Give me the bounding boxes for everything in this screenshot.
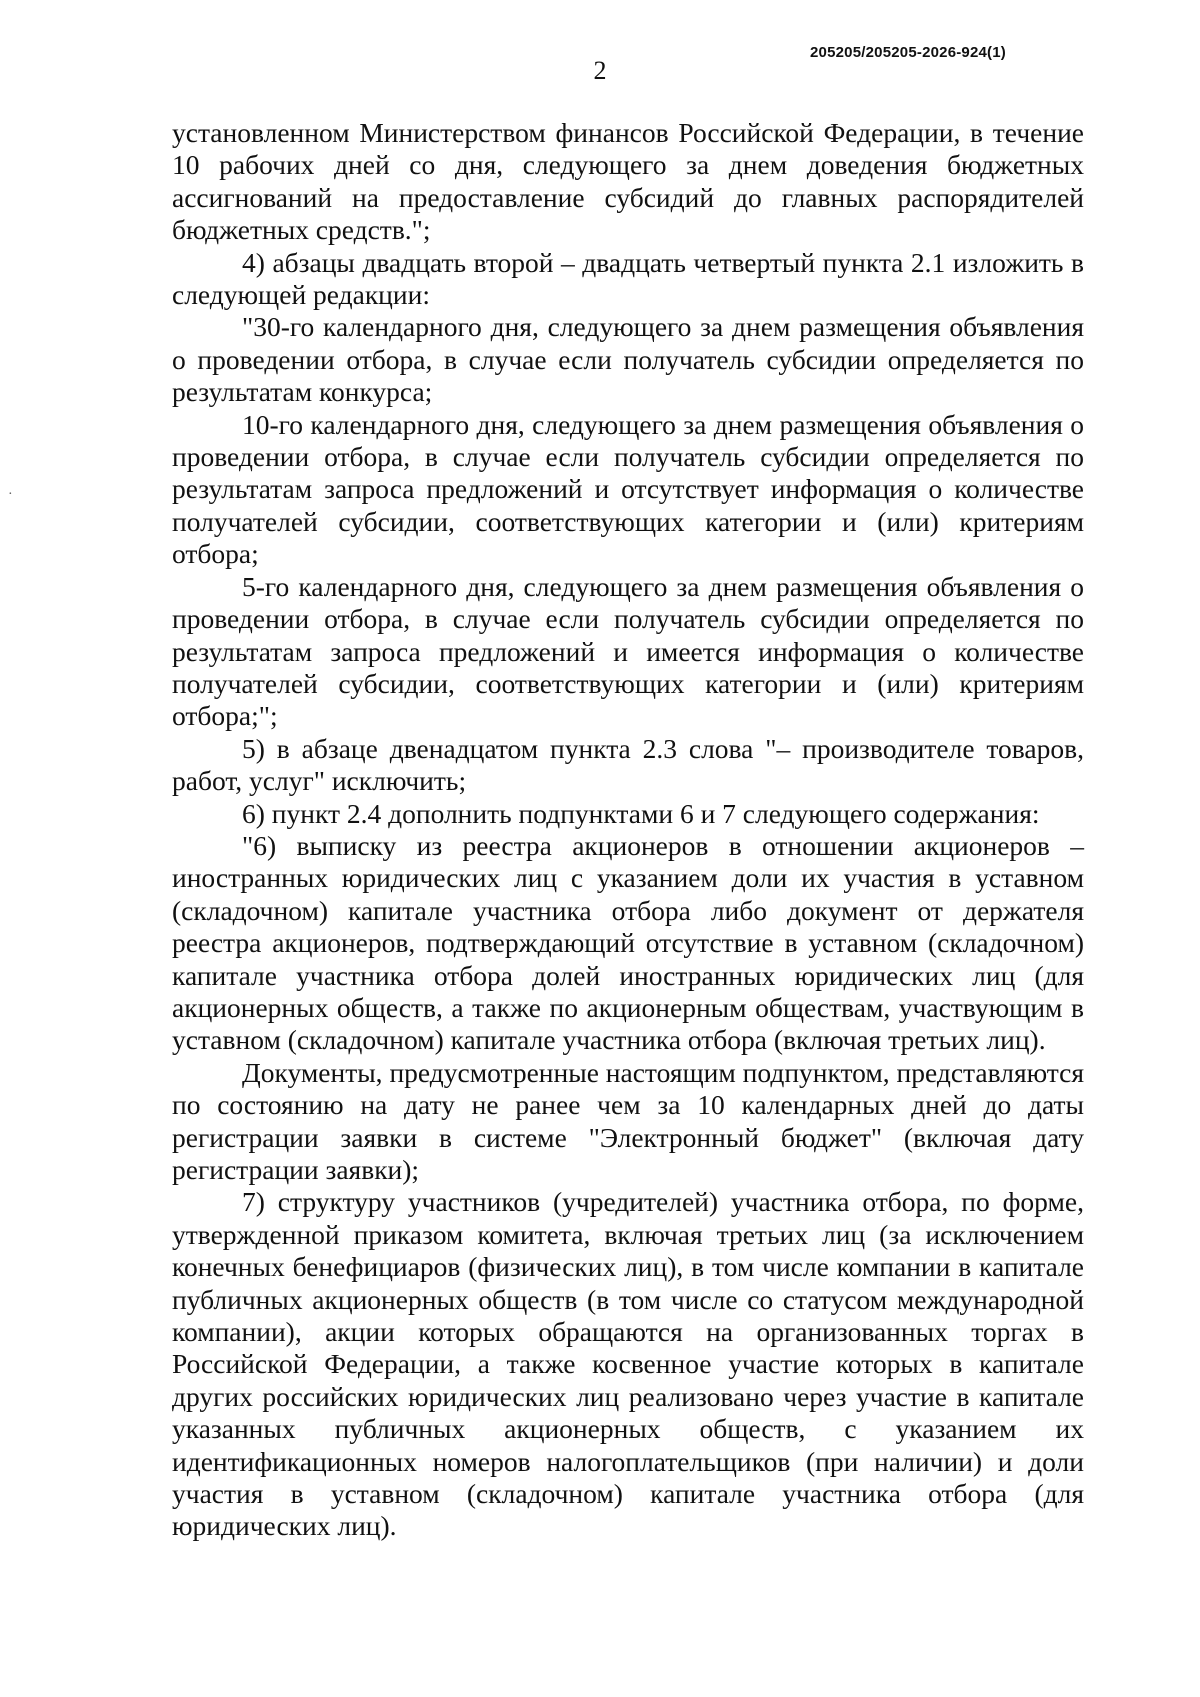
margin-mark: ·: [8, 487, 13, 502]
page-number: 2: [593, 56, 607, 85]
paragraph-item-4: 4) абзацы двадцать второй – двадцать четвертый пункта 2.1 изложить в следующей редакции:: [172, 246, 1084, 311]
paragraph-item-6: 6) пункт 2.4 дополнить подпунктами 6 и 7 следующего содержания:: [242, 797, 1040, 829]
paragraph-subitem-7: 7) структуру участников (учредителей) участника отбора, по форме, утвержденной приказом комитета, включая третьих лиц (за исключением конечных бенефициаров (физических лиц), в том числе компании в капитале публичных акционерных обществ (в том числе со статусом международной компании), акции которых обращаются на организованных торгах в Российской Федерации, а также косвенное участие которых в капитале других российских юридических лиц реализовано через участие в капитале указанных публичных акционерных обществ, с указанием их идентификационных номеров налогоплательщиков (при наличии) и доли участия в уставном (складочном) капитале участника отбора (для юридических лиц).: [172, 1186, 1084, 1542]
paragraph-continuation: установленном Министерством финансов Российской Федерации, в течение 10 рабочих дней со дня, следующего за днем доведения бюджетных ассигнований на предоставление субсидий до главных распорядителей бюджетных средств.";: [172, 117, 1084, 246]
paragraph-10th-day: 10-го календарного дня, следующего за днем размещения объявления о проведении отбора, в случае если получатель субсидии определяется по результатам запроса предложений и отсутствует информация о количестве получателей субсидии, соответствующих категории и (или) критериям отбора;: [172, 408, 1084, 570]
paragraph-quoted-30th-day: "30-го календарного дня, следующего за днем размещения объявления о проведении отбора, в случае если получатель субсидии определяется по результатам конкурса;: [172, 311, 1084, 408]
paragraph-subitem-6: "6) выписку из реестра акционеров в отношении акционеров – иностранных юридических лиц с указанием доли их участия в уставном (складочном) капитале участника отбора либо документ от держателя реестра акционеров, подтверждающий отсутствие в уставном (складочном) капитале участника отбора долей иностранных юридических лиц (для акционерных обществ, а также по акционерным обществам, участвующим в уставном (складочном) капитале участника отбора (включая третьих лиц).: [172, 829, 1084, 1056]
paragraph-5th-day: 5-го календарного дня, следующего за днем размещения объявления о проведении отбора, в случае если получатель субсидии определяется по результатам запроса предложений и имеется информация о количестве получателей субсидии, соответствующих категории и (или) критериям отбора;";: [172, 570, 1084, 732]
paragraph-item-5: 5) в абзаце двенадцатом пункта 2.3 слова "– производителе товаров, работ, услуг" исключить;: [172, 732, 1084, 797]
document-body: [172, 117, 1084, 1543]
paragraph-documents: Документы, предусмотренные настоящим подпунктом, представляются по состоянию на дату не ранее чем за 10 календарных дней до даты регистрации заявки в системе "Электронный бюджет" (включая дату регистрации заявки);: [172, 1056, 1084, 1185]
document-id: 205205/205205-2026-924(1): [810, 44, 1006, 61]
